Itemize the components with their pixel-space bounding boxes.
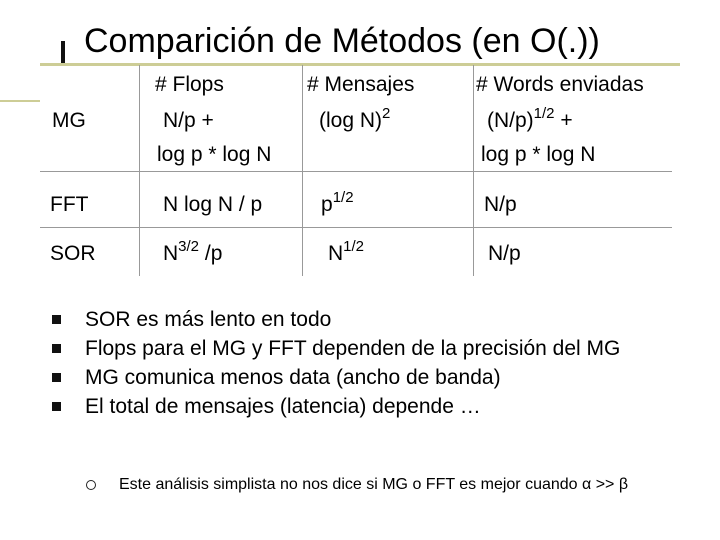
bullet-item: [52, 336, 702, 362]
row-fft-words: N/p: [484, 193, 517, 216]
square-bullet-icon: [52, 373, 61, 382]
square-bullet-icon: [52, 344, 61, 353]
row-mg-messages-exponent: 2: [382, 105, 391, 122]
row-fft-messages-base: p: [321, 193, 333, 216]
row-sor-flops-suffix: /p: [199, 242, 223, 265]
row-mg-words-exponent: 1/2: [533, 105, 555, 122]
row-mg-words: [487, 105, 573, 133]
row-mg-words-suffix: +: [554, 109, 573, 132]
row-mg-words-base: (N/p): [487, 109, 534, 132]
header-flops: # Flops: [155, 73, 224, 96]
header-messages: # Mensajes: [307, 73, 415, 96]
row-sor-messages: [328, 238, 365, 266]
row-fft-messages-exponent: 1/2: [332, 189, 354, 206]
title-underline-rule: [40, 63, 680, 66]
bullet-item: [52, 365, 702, 391]
row-sor-flops-base: N: [163, 242, 179, 265]
square-bullet-icon: [52, 315, 61, 324]
row-sor-messages-base: N: [328, 242, 344, 265]
bullet-text: SOR es más lento en todo: [85, 308, 332, 331]
row-mg-flops-line1: N/p +: [163, 109, 214, 132]
row-sor-words: N/p: [488, 242, 521, 265]
row-fft-flops: N log N / p: [163, 193, 263, 216]
bullet-text: Flops para el MG y FFT dependen de la precisión del MG: [85, 337, 621, 360]
slide-title: Comparición de Métodos (en O(.)): [84, 22, 600, 60]
row-mg-words-line2: log p * log N: [481, 143, 596, 166]
sub-bullet-item: [86, 475, 706, 495]
row-fft-messages: [321, 189, 354, 217]
row-mg-flops-line2: log p * log N: [157, 143, 272, 166]
bullet-item: [52, 394, 702, 420]
square-bullet-icon: [52, 402, 61, 411]
row-sor-flops: [163, 238, 223, 266]
circle-bullet-icon: [86, 480, 96, 490]
row-sor-flops-exponent: 3/2: [178, 238, 200, 255]
table-row-divider-2: [40, 227, 672, 228]
row-sor-method: SOR: [50, 242, 96, 265]
title-accent-mark: [61, 41, 65, 63]
row-mg-messages: [319, 105, 391, 133]
bullet-item: [52, 307, 702, 333]
table-row-divider-1: [40, 171, 672, 172]
bullet-text: El total de mensajes (latencia) depende …: [85, 395, 481, 418]
bullet-list: [52, 307, 702, 423]
sub-bullet-text: Este análisis simplista no nos dice si MG o FFT es mejor cuando α >> β: [119, 476, 629, 493]
sub-bullet-list: [86, 475, 706, 495]
row-mg-method: MG: [52, 109, 86, 132]
row-mg-messages-base: (log N): [319, 109, 383, 132]
header-words: # Words enviadas: [476, 73, 644, 96]
side-accent-rule: [0, 100, 40, 102]
row-sor-messages-exponent: 1/2: [343, 238, 365, 255]
bullet-text: MG comunica menos data (ancho de banda): [85, 366, 501, 389]
row-fft-method: FFT: [50, 193, 89, 216]
